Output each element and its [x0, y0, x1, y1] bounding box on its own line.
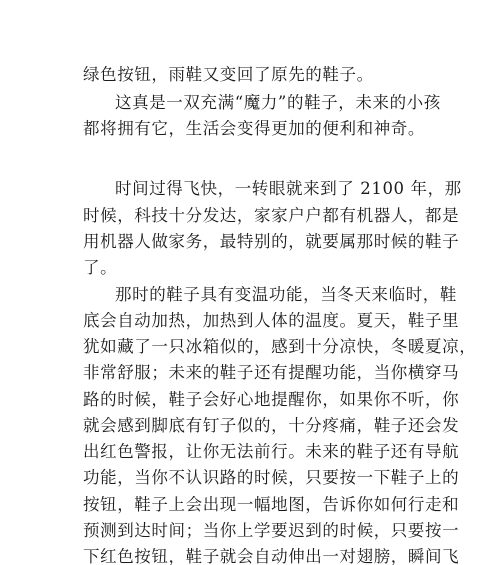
text-line: 了。	[83, 258, 118, 277]
text-line: 这真是一双充满“魔力”的鞋子，未来的小孩	[115, 93, 441, 112]
text-line: 绿色按钮，雨鞋又变回了原先的鞋子。	[83, 65, 374, 84]
text-line: 就会感到脚底有钉子似的，十分疼痛，鞋子还会发	[83, 416, 460, 435]
text-line: 下红色按钮，鞋子就会自动伸出一对翅膀，瞬间飞	[83, 547, 460, 565]
text-line: 按钮，鞋子上会出现一幅地图，告诉你如何行走和	[83, 495, 460, 514]
text-line: 都将拥有它，生活会变得更加的便利和神奇。	[83, 119, 425, 138]
text-line: 路的时候，鞋子会好心地提醒你，如果你不听，你	[83, 390, 460, 409]
text-line: 那时的鞋子具有变温功能，当冬天来临时，鞋	[115, 285, 457, 304]
text-line: 出红色警报，让你无法前行。未来的鞋子还有导航	[83, 442, 460, 461]
text-line: 犹如藏了一只冰箱似的，感到十分凉快，冬暖夏凉，	[83, 337, 477, 356]
text-line: 时间过得飞快，一转眼就来到了 2100 年，那	[115, 179, 462, 198]
text-line: 用机器人做家务，最特别的，就要属那时候的鞋子	[83, 232, 460, 251]
text-line: 预测到达时间；当你上学要迟到的时候，只要按一	[83, 521, 460, 540]
text-line: 非常舒服；未来的鞋子还有提醒功能，当你横穿马	[83, 363, 460, 382]
text-line: 时候，科技十分发达，家家户户都有机器人，都是	[83, 206, 460, 225]
text-line: 底会自动加热，加热到人体的温度。夏天，鞋子里	[83, 311, 460, 330]
text-line: 功能，当你不认识路的时候，只要按一下鞋子上的	[83, 468, 460, 487]
